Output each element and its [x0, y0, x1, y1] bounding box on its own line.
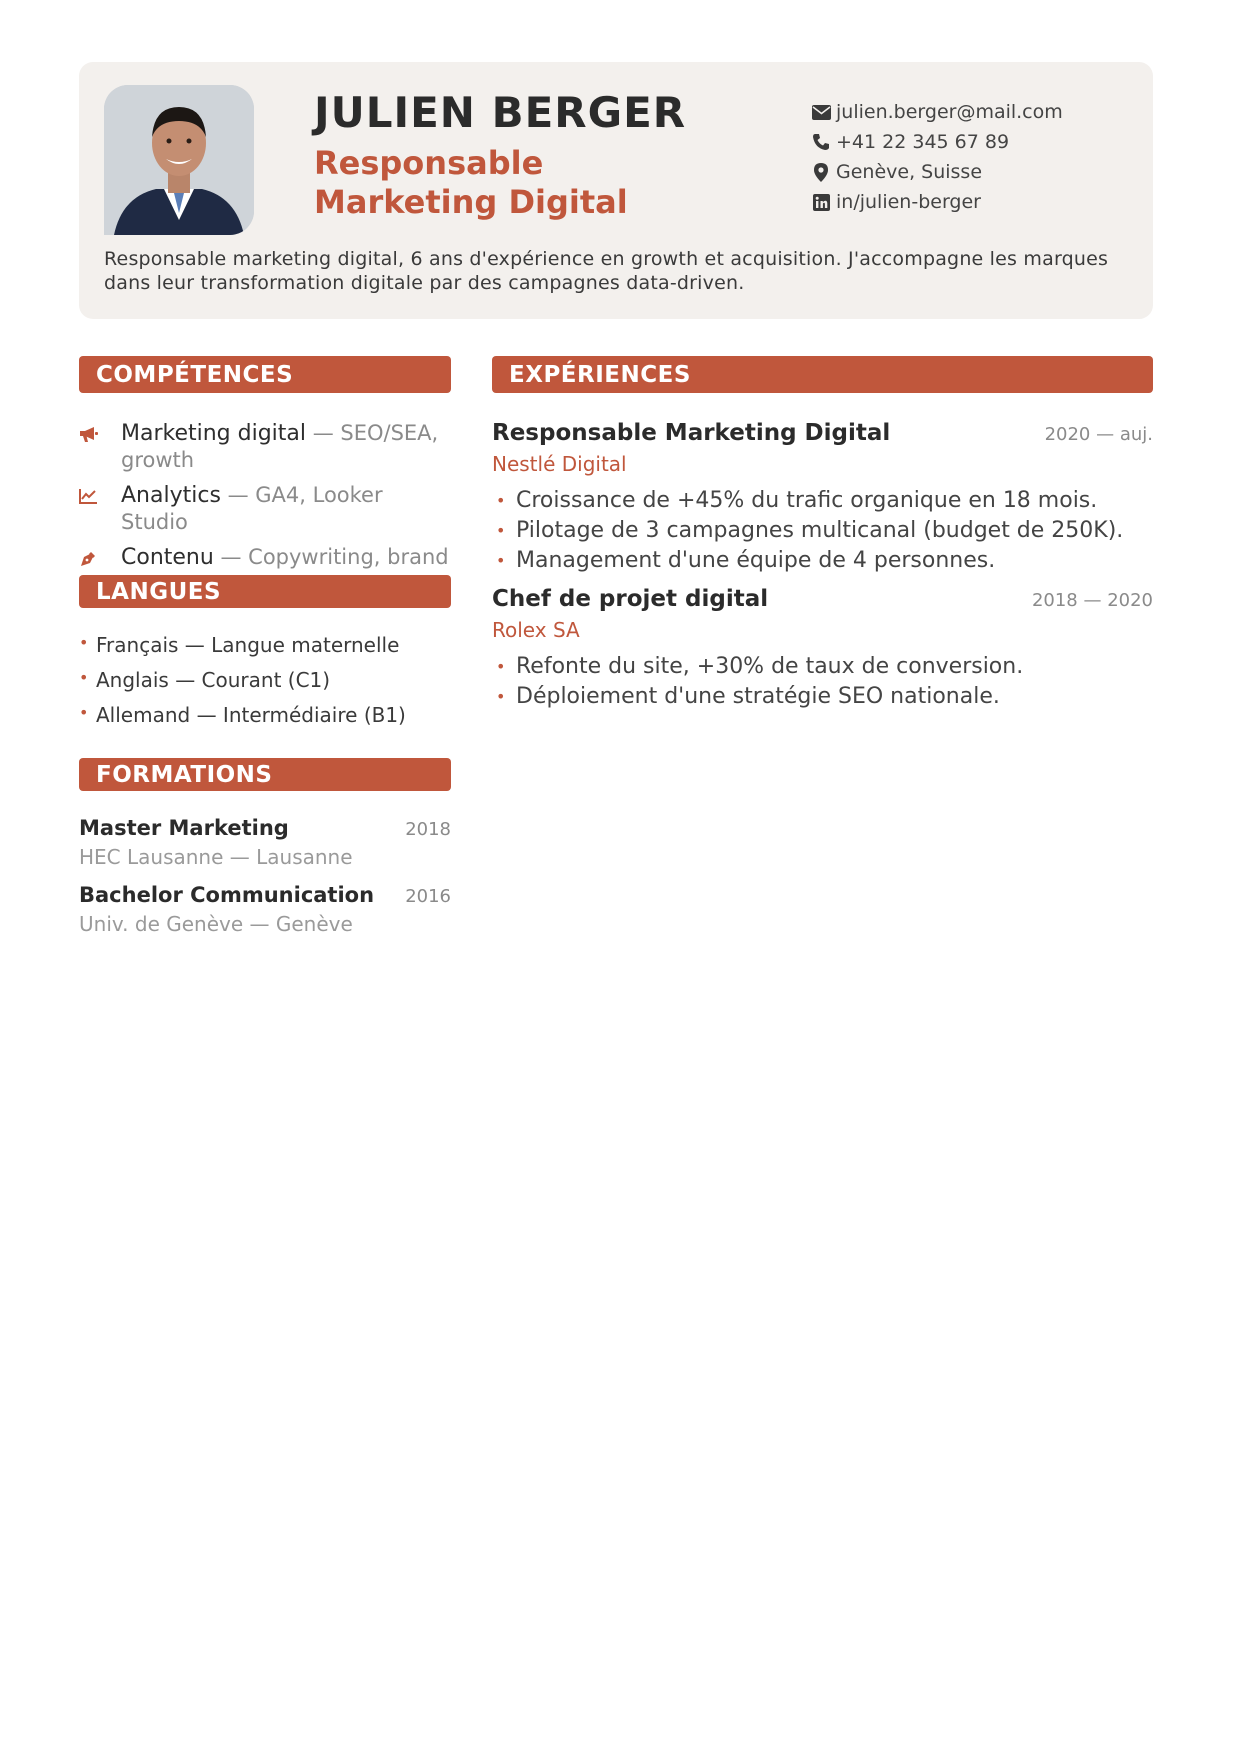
contact-list — [810, 97, 1063, 217]
linkedin-icon — [810, 192, 832, 212]
education-item — [79, 816, 451, 869]
skill-detail: — Copywriting, brand — [213, 545, 449, 569]
school-name: HEC Lausanne — Lausanne — [79, 845, 353, 869]
contact-location-text: Genève, Suisse — [836, 161, 983, 183]
map-pin-icon — [810, 162, 832, 182]
skill-detail: — SEO/SEA, growth — [121, 421, 439, 472]
skills-list — [79, 420, 451, 580]
job-bullet: • Déploiement d'une stratégie SEO nationale. — [492, 682, 1153, 712]
skill-item — [79, 544, 451, 572]
profile-photo — [104, 85, 254, 235]
job-dates: 2018 — 2020 — [1031, 590, 1153, 611]
job-bullets — [492, 652, 1153, 712]
chart-line-icon — [79, 482, 121, 536]
degree-year: 2016 — [405, 886, 451, 907]
education-list — [79, 816, 451, 950]
phone-icon — [810, 132, 832, 152]
pen-nib-icon — [79, 544, 121, 572]
job-bullet: • Pilotage de 3 campagnes multicanal (budget de 250K). — [492, 516, 1153, 546]
skill-name: Marketing digital — [121, 421, 307, 446]
profile-summary: Responsable marketing digital, 6 ans d'expérience en growth et acquisition. J'accompagne les marques dans leur transformation digitale par des campagnes data-driven. — [104, 248, 1109, 294]
job-bullet: • Croissance de +45% du trafic organique en 18 mois. — [492, 486, 1153, 516]
degree-name: Bachelor Communication — [79, 883, 375, 907]
job-dates: 2020 — auj. — [1044, 424, 1153, 445]
envelope-icon — [810, 102, 832, 122]
skill-name: Contenu — [121, 545, 214, 570]
candidate-name: JULIEN BERGER — [314, 88, 687, 137]
school-name: Univ. de Genève — Genève — [79, 912, 353, 936]
contact-location — [810, 157, 1063, 187]
job-role: Responsable Marketing Digital — [492, 420, 891, 446]
contact-linkedin[interactable] — [810, 187, 1063, 217]
education-item — [79, 883, 451, 936]
language-item: • Anglais — Courant (C1) — [79, 668, 451, 703]
language-item: • Allemand — Intermédiaire (B1) — [79, 703, 451, 738]
job-bullets — [492, 486, 1153, 576]
job-bullet: • Management d'une équipe de 4 personnes. — [492, 546, 1153, 576]
languages-list — [79, 633, 451, 738]
section-heading-education: FORMATIONS — [79, 758, 451, 791]
job-company: Rolex SA — [492, 618, 580, 642]
degree-year: 2018 — [405, 819, 451, 840]
experience-item — [492, 420, 1153, 576]
job-company: Nestlé Digital — [492, 452, 627, 476]
skill-name: Analytics — [121, 483, 221, 508]
candidate-title: Responsable Marketing Digital — [314, 144, 628, 221]
header-card — [79, 62, 1153, 319]
contact-email[interactable] — [810, 97, 1063, 127]
contact-phone[interactable] — [810, 127, 1063, 157]
job-bullet: • Refonte du site, +30% de taux de conversion. — [492, 652, 1153, 682]
experience-list — [492, 420, 1153, 722]
experience-item — [492, 586, 1153, 712]
megaphone-icon — [79, 420, 121, 474]
skill-detail: — GA4, Looker Studio — [121, 483, 383, 534]
skill-item — [79, 482, 451, 536]
section-heading-languages: LANGUES — [79, 575, 451, 608]
section-heading-experience: EXPÉRIENCES — [492, 356, 1153, 393]
skill-item — [79, 420, 451, 474]
avatar — [104, 85, 254, 235]
contact-linkedin-text: in/julien-berger — [836, 191, 981, 213]
contact-email-text: julien.berger@mail.com — [836, 101, 1063, 123]
degree-name: Master Marketing — [79, 816, 289, 840]
job-role: Chef de projet digital — [492, 586, 769, 612]
section-heading-skills: COMPÉTENCES — [79, 356, 451, 393]
contact-phone-text: +41 22 345 67 89 — [836, 131, 1010, 153]
language-item: • Français — Langue maternelle — [79, 633, 451, 668]
